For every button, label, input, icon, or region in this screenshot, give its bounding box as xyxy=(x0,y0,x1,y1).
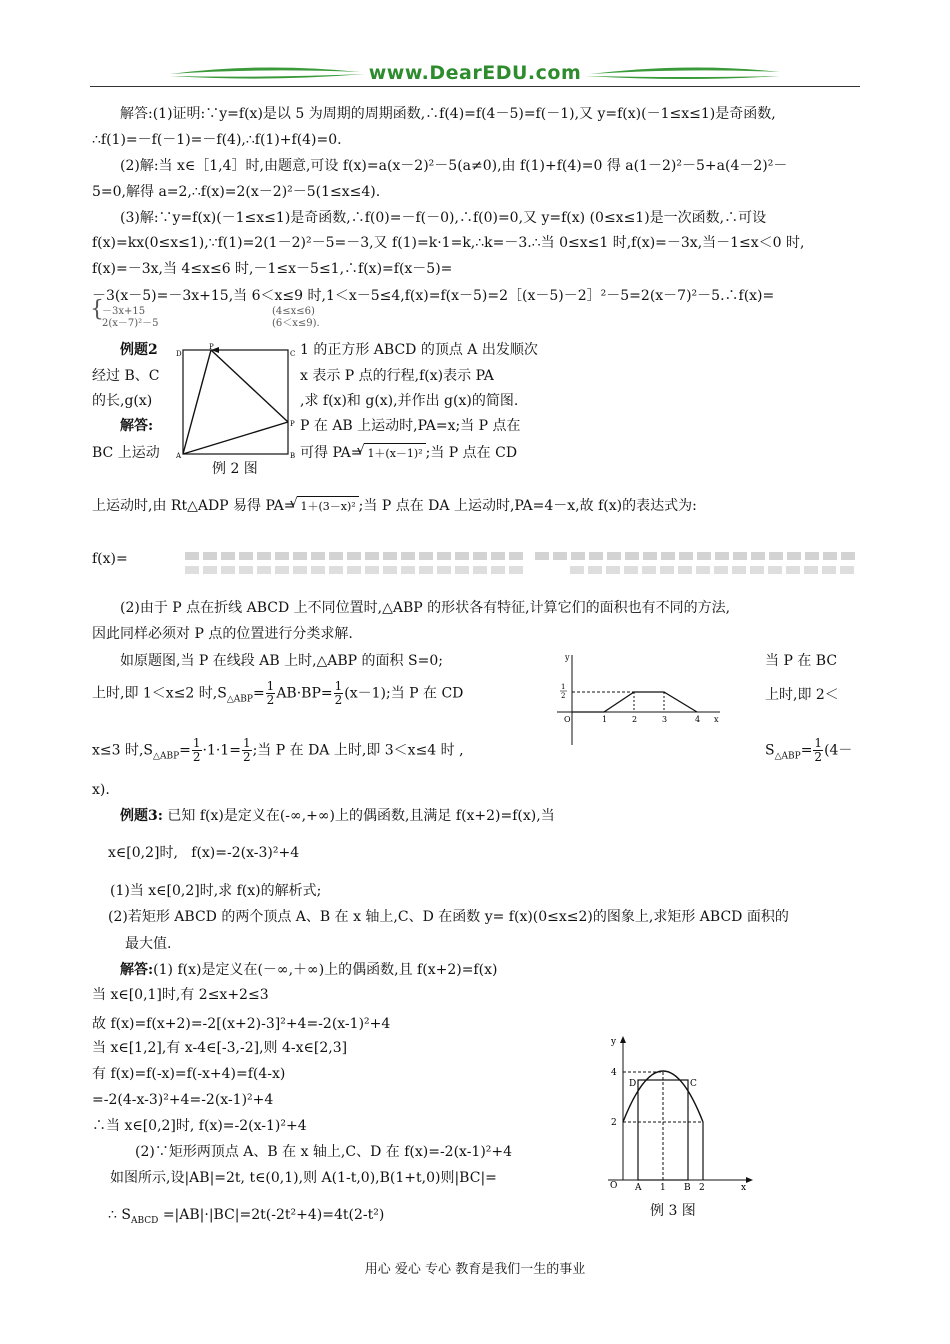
ex2-line5a: BC 上运动 xyxy=(92,445,160,461)
ex2-fx-label: f(x)= xyxy=(92,551,128,567)
ex2-line3b: ,求 f(x)和 g(x),并作出 g(x)的简图. xyxy=(300,393,519,409)
svg-text:x: x xyxy=(714,715,719,724)
svg-text:C: C xyxy=(690,1079,697,1089)
svg-text:2: 2 xyxy=(699,1183,705,1190)
ex2-line2a: 经过 B、C xyxy=(92,368,160,384)
ex3-parabola-graph xyxy=(598,1030,758,1190)
p1-line7: f(x)=－3x,当 4≤x≤6 时,－1≤x－5≤1,∴f(x)=f(x－5)= xyxy=(92,261,453,277)
svg-text:x: x xyxy=(741,1183,747,1190)
ex3-sol1: 解答:(1) f(x)是定义在(－∞,＋∞)上的偶函数,且 f(x+2)=f(x) xyxy=(120,962,498,978)
ex2-line6: 上运动时,由 Rt△ADP 易得 PA=√ 1＋(3－x)² ;当 P 点在 DA 上运动时,PA=4－x,故 f(x)的表达式为: xyxy=(92,496,697,517)
ex2-square-figure xyxy=(173,342,298,462)
ex3-sol2: 当 x∈[0,1]时,有 2≤x+2≤3 xyxy=(92,987,269,1003)
ex2-line5b: 可得 PA=√ 1＋(x－1)² ;当 P 点在 CD xyxy=(300,443,517,464)
ex2-line11r: $S_{\triangle ABP}=$ $\frac{1}{2}$ (4－ xyxy=(765,736,853,764)
svg-text:O: O xyxy=(564,715,571,724)
ex3-sol8: (2)∵矩形两顶点 A、B 在 x 轴上,C、D 在 f(x)=-2(x-1)²+4 xyxy=(135,1144,513,1160)
svg-text:P: P xyxy=(209,343,214,351)
svg-text:y: y xyxy=(565,653,570,662)
ex2-line4b: P 在 AB 上运动时,PA=x;当 P 点在 xyxy=(300,418,521,434)
ex3-sol6: =-2(4-x-3)²+4=-2(x-1)²+4 xyxy=(92,1092,274,1108)
ex3-line1: 例题3: 已知 f(x)是定义在(-∞,+∞)上的偶函数,且满足 f(x+2)=f(x),当 xyxy=(120,808,555,824)
segment-ap xyxy=(183,350,211,454)
svg-text:1: 1 xyxy=(561,683,566,691)
header-rule xyxy=(90,86,860,87)
ex2-area-graph xyxy=(552,650,722,750)
ex3-sol7: ∴当 x∈[0,2]时, f(x)=-2(x-1)²+4 xyxy=(92,1118,307,1134)
svg-text:y: y xyxy=(611,1037,617,1047)
svg-text:2: 2 xyxy=(561,692,566,700)
svg-text:D: D xyxy=(629,1079,637,1089)
svg-text:1: 1 xyxy=(660,1183,666,1190)
svg-text:B: B xyxy=(684,1183,691,1190)
svg-text:A: A xyxy=(176,452,182,460)
ex2-line12: x). xyxy=(92,782,110,798)
ex2-line2b: x 表示 P 点的行程,f(x)表示 PA xyxy=(300,368,494,384)
ex2-line1: 1 的正方形 ABCD 的顶点 A 出发顺次 xyxy=(300,342,538,358)
p1-line1: 解答:(1)证明:∵y=f(x)是以 5 为周期的周期函数,∴f(4)=f(4－5)=f(－1),又 y=f(x)(－1≤x≤1)是奇函数, xyxy=(120,106,776,122)
ex3-caption: 例 3 图 xyxy=(650,1203,696,1219)
svg-text:4: 4 xyxy=(611,1068,617,1078)
svg-text:1: 1 xyxy=(602,715,608,724)
svg-text:O: O xyxy=(610,1181,618,1190)
svg-text:P: P xyxy=(290,420,295,428)
ex2-line3a: 的长,g(x) xyxy=(92,393,153,409)
ex3-line4: (2)若矩形 ABCD 的两个顶点 A、B 在 x 轴上,C、D 在函数 y= f(x)(0≤x≤2)的图象上,求矩形 ABCD 面积的 xyxy=(108,909,789,925)
ex3-line2: x∈[0,2]时, f(x)=-2(x-3)²+4 xyxy=(108,845,300,861)
segment-pc xyxy=(211,350,288,422)
ex2-caption: 例 2 图 xyxy=(212,461,258,477)
ex3-sol5: 有 f(x)=f(-x)=f(-x+4)=f(4-x) xyxy=(92,1066,286,1082)
site-logo: www.DearEDU.com xyxy=(368,62,582,84)
p1-line5: (3)解:∵y=f(x)(－1≤x≤1)是奇函数,∴f(0)=－f(－0),∴f(0)=0,又 y=f(x) (0≤x≤1)是一次函数,∴可设 xyxy=(120,210,767,226)
p1-line4: 5=0,解得 a=2,∴f(x)=2(x－2)²－5(1≤x≤4). xyxy=(92,184,381,200)
p1-line8: －3(x－5)=－3x+15,当 6＜x≤9 时,1＜x－5≤4,f(x)=f(x－5)=2［(x－5)－2］²－5=2(x－7)²－5.∴f(x)= xyxy=(92,288,775,304)
ex3-sol3: 故 f(x)=f(x+2)=-2[(x+2)-3]²+4=-2(x-1)²+4 xyxy=(92,1016,391,1032)
ex2-line10r: 上时,即 2＜ xyxy=(765,687,839,703)
segment-ap2 xyxy=(183,422,288,454)
svg-text:2: 2 xyxy=(611,1118,617,1128)
ex2-line4a: 解答: xyxy=(120,418,154,434)
ex3-line3: (1)当 x∈[0,2]时,求 f(x)的解析式; xyxy=(110,883,322,899)
svg-text:C: C xyxy=(290,350,296,358)
ex2-line9r: 当 P 在 BC xyxy=(765,653,838,669)
svg-text:4: 4 xyxy=(695,715,701,724)
svg-text:D: D xyxy=(176,350,182,358)
ex3-sol10: ∴ $S_{ABCD} =|AB|\cdot|BC|=2t(-2t^2+4)=4t(2-t^2)$ xyxy=(108,1207,385,1226)
page-footer: 用心 爱心 专心 教育是我们一生的事业 xyxy=(364,1262,586,1277)
ex3-line5: 最大值. xyxy=(125,936,172,952)
ex3-sol4: 当 x∈[1,2],有 x-4∈[-3,-2],则 4-x∈[2,3] xyxy=(92,1040,348,1056)
page-header xyxy=(90,60,860,90)
p1-line3: (2)解:当 x∈［1,4］时,由题意,可设 f(x)=a(x－2)²－5(a≠0),由 f(1)+f(4)=0 得 a(1－2)²－5+a(4－2)²－ xyxy=(120,158,788,174)
ex2-title: 例题2 xyxy=(120,342,158,358)
svg-text:B: B xyxy=(290,452,296,460)
svg-text:2: 2 xyxy=(632,715,638,724)
ex2-line7: (2)由于 P 点在折线 ABCD 上不同位置时,△ABP 的形状各有特征,计算它们的面积也有不同的方法, xyxy=(120,600,731,616)
ex2-line11: x≤3 时$,S_{\triangle ABP}=$ $\frac{1}{2}$ ·1·1= $\frac{1}{2}$ ;当 P 在 DA 上时,即 3＜x≤4 时 , xyxy=(92,736,464,764)
p1-line6: f(x)=kx(0≤x≤1),∵f(1)=2(1－2)²－5=－3,又 f(1)=k·1=k,∴k=－3.∴当 0≤x≤1 时,f(x)=－3x,当－1≤x＜0 时, xyxy=(92,235,805,251)
svg-text:3: 3 xyxy=(662,715,668,724)
ex2-line10: 上时,即 1＜x≤2 时$,S_{\triangle ABP}=$ $\frac{1}{2}$ AB·BP= $\frac{1}{2}$ (x－1);当 P 在 CD xyxy=(92,679,464,707)
ex2-line8: 因此同样必须对 P 点的位置进行分类求解. xyxy=(92,626,353,642)
p1-line2: ∴f(1)=－f(－1)=－f(4),∴f(1)+f(4)=0. xyxy=(92,132,342,148)
svg-text:A: A xyxy=(635,1183,642,1190)
ex3-sol9: 如图所示,设|AB|=2t, t∈(0,1),则 A(1-t,0),B(1+t,0)则|BC|= xyxy=(110,1170,497,1186)
ex2-line9: 如原题图,当 P 在线段 AB 上时,△ABP 的面积 S=0; xyxy=(120,653,443,669)
